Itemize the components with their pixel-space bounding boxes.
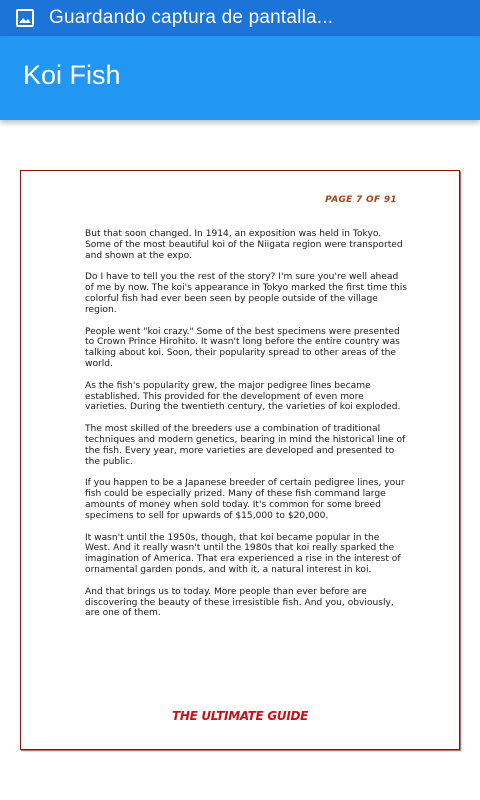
app-bar [0, 36, 480, 120]
app-title: Koi Fish [23, 59, 121, 90]
paragraph: As the fish's popularity grew, the major pedigree lines became established. This provided for the development of even more varieties. During the twentieth century, the varieties of koi exploded. [85, 380, 401, 413]
paragraph: And that brings us to today. More people than ever before are discovering the beauty of these irresistible fish. And you, obviously, are one of them. [85, 586, 394, 619]
paragraph: But that soon changed. In 1914, an exposition was held in Tokyo. Some of the most beautiful koi of the Niigata region were transported and shown at the expo. [85, 229, 403, 261]
page-body [85, 229, 407, 630]
paragraph: The most skilled of the breeders use a combination of traditional techniques and modern genetics, bearing in mind the historical line of the fish. Every year, more varieties are developed and presented to the public. [85, 424, 406, 467]
paragraph: People went "koi crazy." Some of the best specimens were presented to Crown Prince Hirohito. It wasn't long before the entire country was talking about koi. Soon, their popularity spread to other areas of the world. [85, 326, 400, 369]
status-notification-text: Guardando captura de pantalla... [49, 7, 334, 28]
image-icon [15, 8, 35, 28]
paragraph: Do I have to tell you the rest of the story? I'm sure you're well ahead of me by now. The koi's appearance in Tokyo marked the first time this colorful fish had ever been seen by people outside of the village region. [85, 272, 407, 315]
paragraph: If you happen to be a Japanese breeder of certain pedigree lines, your fish could be especially prized. Many of these fish command large amounts of money when sold today. It's common for some breed specimens to sell for upwards of $15,000 to $20,000. [85, 478, 405, 521]
paragraph: It wasn't until the 1950s, though, that koi became popular in the West. And it really wasn't until the 1980s that koi really sparked the imagination of America. That era experienced a rise in the interest of ornamental garden ponds, and with it, a natural interest in koi. [85, 532, 401, 575]
document-page[interactable] [20, 170, 460, 750]
page-number-label: PAGE 7 OF 91 [325, 195, 397, 205]
page-footer-title: THE ULTIMATE GUIDE [171, 709, 309, 723]
status-bar [0, 0, 480, 36]
